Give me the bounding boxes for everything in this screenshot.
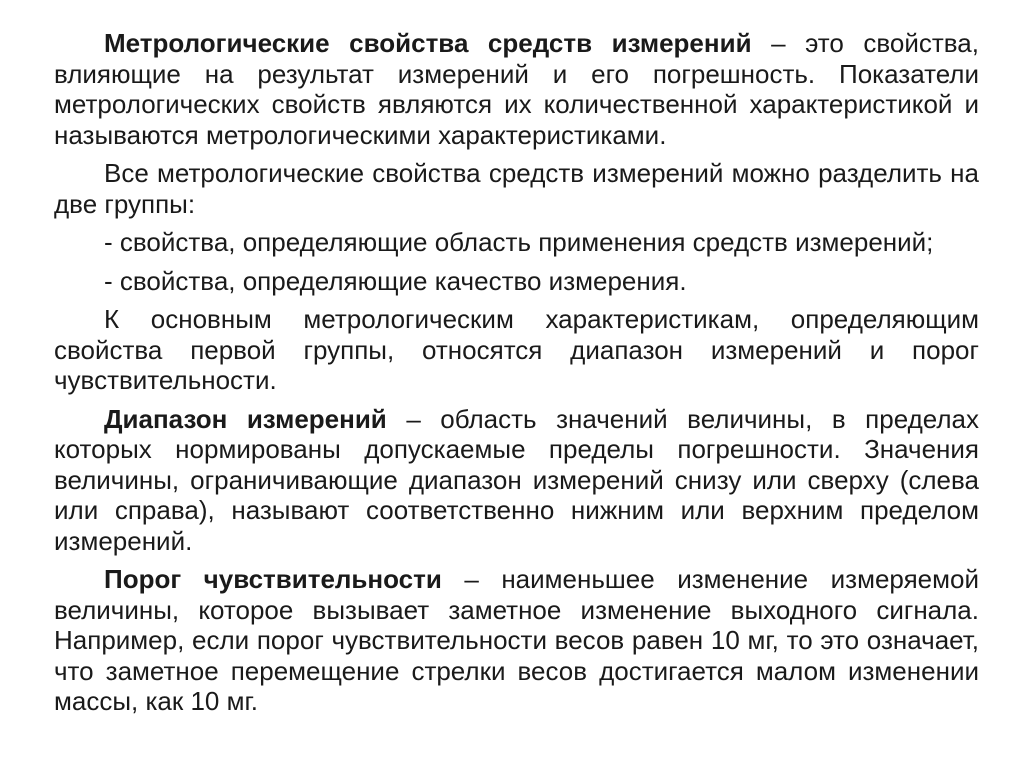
term-sensitivity-threshold: Порог чувствительности — [104, 564, 442, 594]
paragraph-text: К основным метрологическим характеристикам, определяющим свойства первой группы, относятся диапазон измерений и порог чувствительности. — [54, 304, 979, 395]
list-item-text: - свойства, определяющие качество измерения. — [104, 265, 687, 296]
list-item-application-area — [54, 227, 979, 258]
term-measurement-range: Диапазон измерений — [104, 403, 387, 434]
paragraph-text: – область значений величины, в пределах которых нормированы допускаемые пределы погрешности. Значения величины, ограничивающие диапазон измерений снизу или сверху (слева или справа), называют соответственно нижним или верхним пределом измерений. — [54, 403, 979, 556]
paragraph-text: – наименьшее изменение измеряемой величины, которое вызывает заметное изменение выходного сигнала. Например, если порог чувствительности весов равен 10 мг, то это означает, что заметное перемещение стрелки весов достигается малом изменении массы, как 10 мг. — [54, 564, 979, 716]
paragraph-sensitivity-threshold-definition — [54, 564, 979, 717]
paragraph-first-group-characteristics — [54, 304, 979, 396]
paragraph-measurement-range-definition — [54, 404, 979, 557]
term-metrological-properties: Метрологические свойства средств измерений — [104, 28, 752, 58]
list-item-measurement-quality — [54, 266, 979, 297]
paragraph-text: – это свойства, влияющие на результат измерений и его погрешность. Показатели метрологических свойств являются их количественной характеристикой и называются метрологическими характеристиками. — [54, 28, 979, 150]
paragraph-metrological-properties-definition — [54, 28, 979, 150]
document-body — [54, 28, 979, 725]
paragraph-text: Все метрологические свойства средств измерений можно разделить на две группы: — [54, 158, 979, 219]
paragraph-two-groups — [54, 158, 979, 219]
list-item-text: - свойства, определяющие область применения средств измерений; — [104, 227, 934, 257]
